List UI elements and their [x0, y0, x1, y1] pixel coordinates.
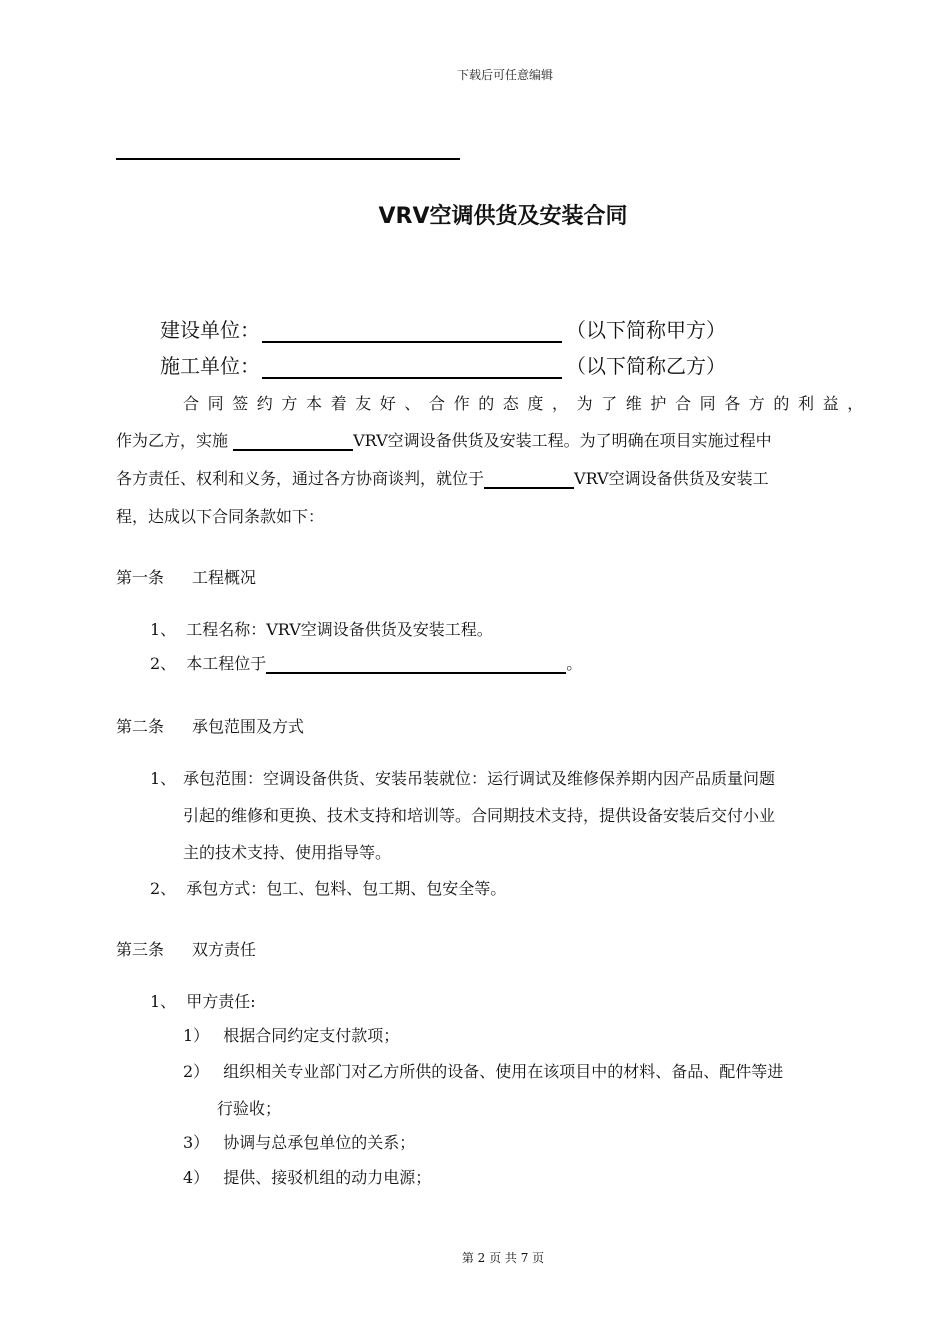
party-a-suffix: （以下简称甲方）: [566, 318, 726, 342]
s3-sub-1: 1） 根据合同约定支付款项；: [183, 1026, 400, 1045]
party-b-line: [160, 350, 726, 379]
document-title: VRV空调供货及安装合同: [378, 204, 628, 229]
s2-item-1-line-3: 主的技术支持、使用指导等。: [183, 843, 392, 862]
s2-item-2: 2、 承包方式：包工、包料、包工期、包安全等。: [150, 879, 507, 898]
party-a-blank[interactable]: [262, 319, 562, 343]
intro-line-3: 各方责任、权利和义务，通过各方协商谈判，就位于 VRV空调设备供货及安装工: [116, 469, 769, 488]
s2-item-1-line-1: 承包范围：空调设备供货、安装吊装就位：运行调试及维修保养期内因产品质量问题: [183, 769, 776, 788]
s3-sub-4: 4） 提供、接驳机组的动力电源；: [183, 1168, 432, 1187]
section-2-heading: 第二条 承包范围及方式: [116, 717, 305, 736]
intro-line-2: 作为乙方，实施 VRV空调设备供货及安装工程。为了明确在项目实施过程中: [116, 431, 772, 450]
s3-item-1: 1、 甲方责任:: [150, 992, 256, 1011]
party-a-line: [160, 314, 726, 343]
s3-sub-3: 3） 协调与总承包单位的关系；: [183, 1133, 416, 1152]
party-a-label: 建设单位：: [160, 318, 260, 342]
section-3-heading: 第三条 双方责任: [116, 940, 257, 959]
party-b-label: 施工单位：: [160, 354, 260, 378]
party-b-blank[interactable]: [262, 355, 562, 379]
site-address-blank[interactable]: [266, 654, 566, 674]
section-1-heading: 第一条 工程概况: [116, 568, 257, 587]
location-blank[interactable]: [484, 469, 574, 489]
page-header-note: 下载后可任意编辑: [456, 68, 553, 82]
party-b-suffix: （以下简称乙方）: [566, 354, 726, 378]
header-rule: [116, 158, 460, 160]
project-name-blank[interactable]: [233, 431, 353, 451]
intro-line-4: 程，达成以下合同条款如下：: [116, 507, 325, 526]
intro-line-1: 合同签约方本着友好、合作的态度，为了维护合同各方的利益，: [183, 394, 872, 413]
s1-item-2: 2、 本工程位于 。: [150, 654, 583, 673]
s2-item-1-line-2: 引起的维修和更换、技术支持和培训等。合同期技术支持，提供设备安装后交付小业: [183, 806, 776, 825]
page-number: 第 2 页 共 7 页: [461, 1251, 545, 1265]
s1-item-1: 1、 工程名称：VRV空调设备供货及安装工程。: [150, 620, 493, 639]
s3-sub-2-cont: 行验收；: [217, 1099, 282, 1118]
s2-item-1-num: 1、: [150, 769, 177, 788]
s3-sub-2: 2） 组织相关专业部门对乙方所供的设备、使用在该项目中的材料、备品、配件等进: [183, 1062, 784, 1081]
